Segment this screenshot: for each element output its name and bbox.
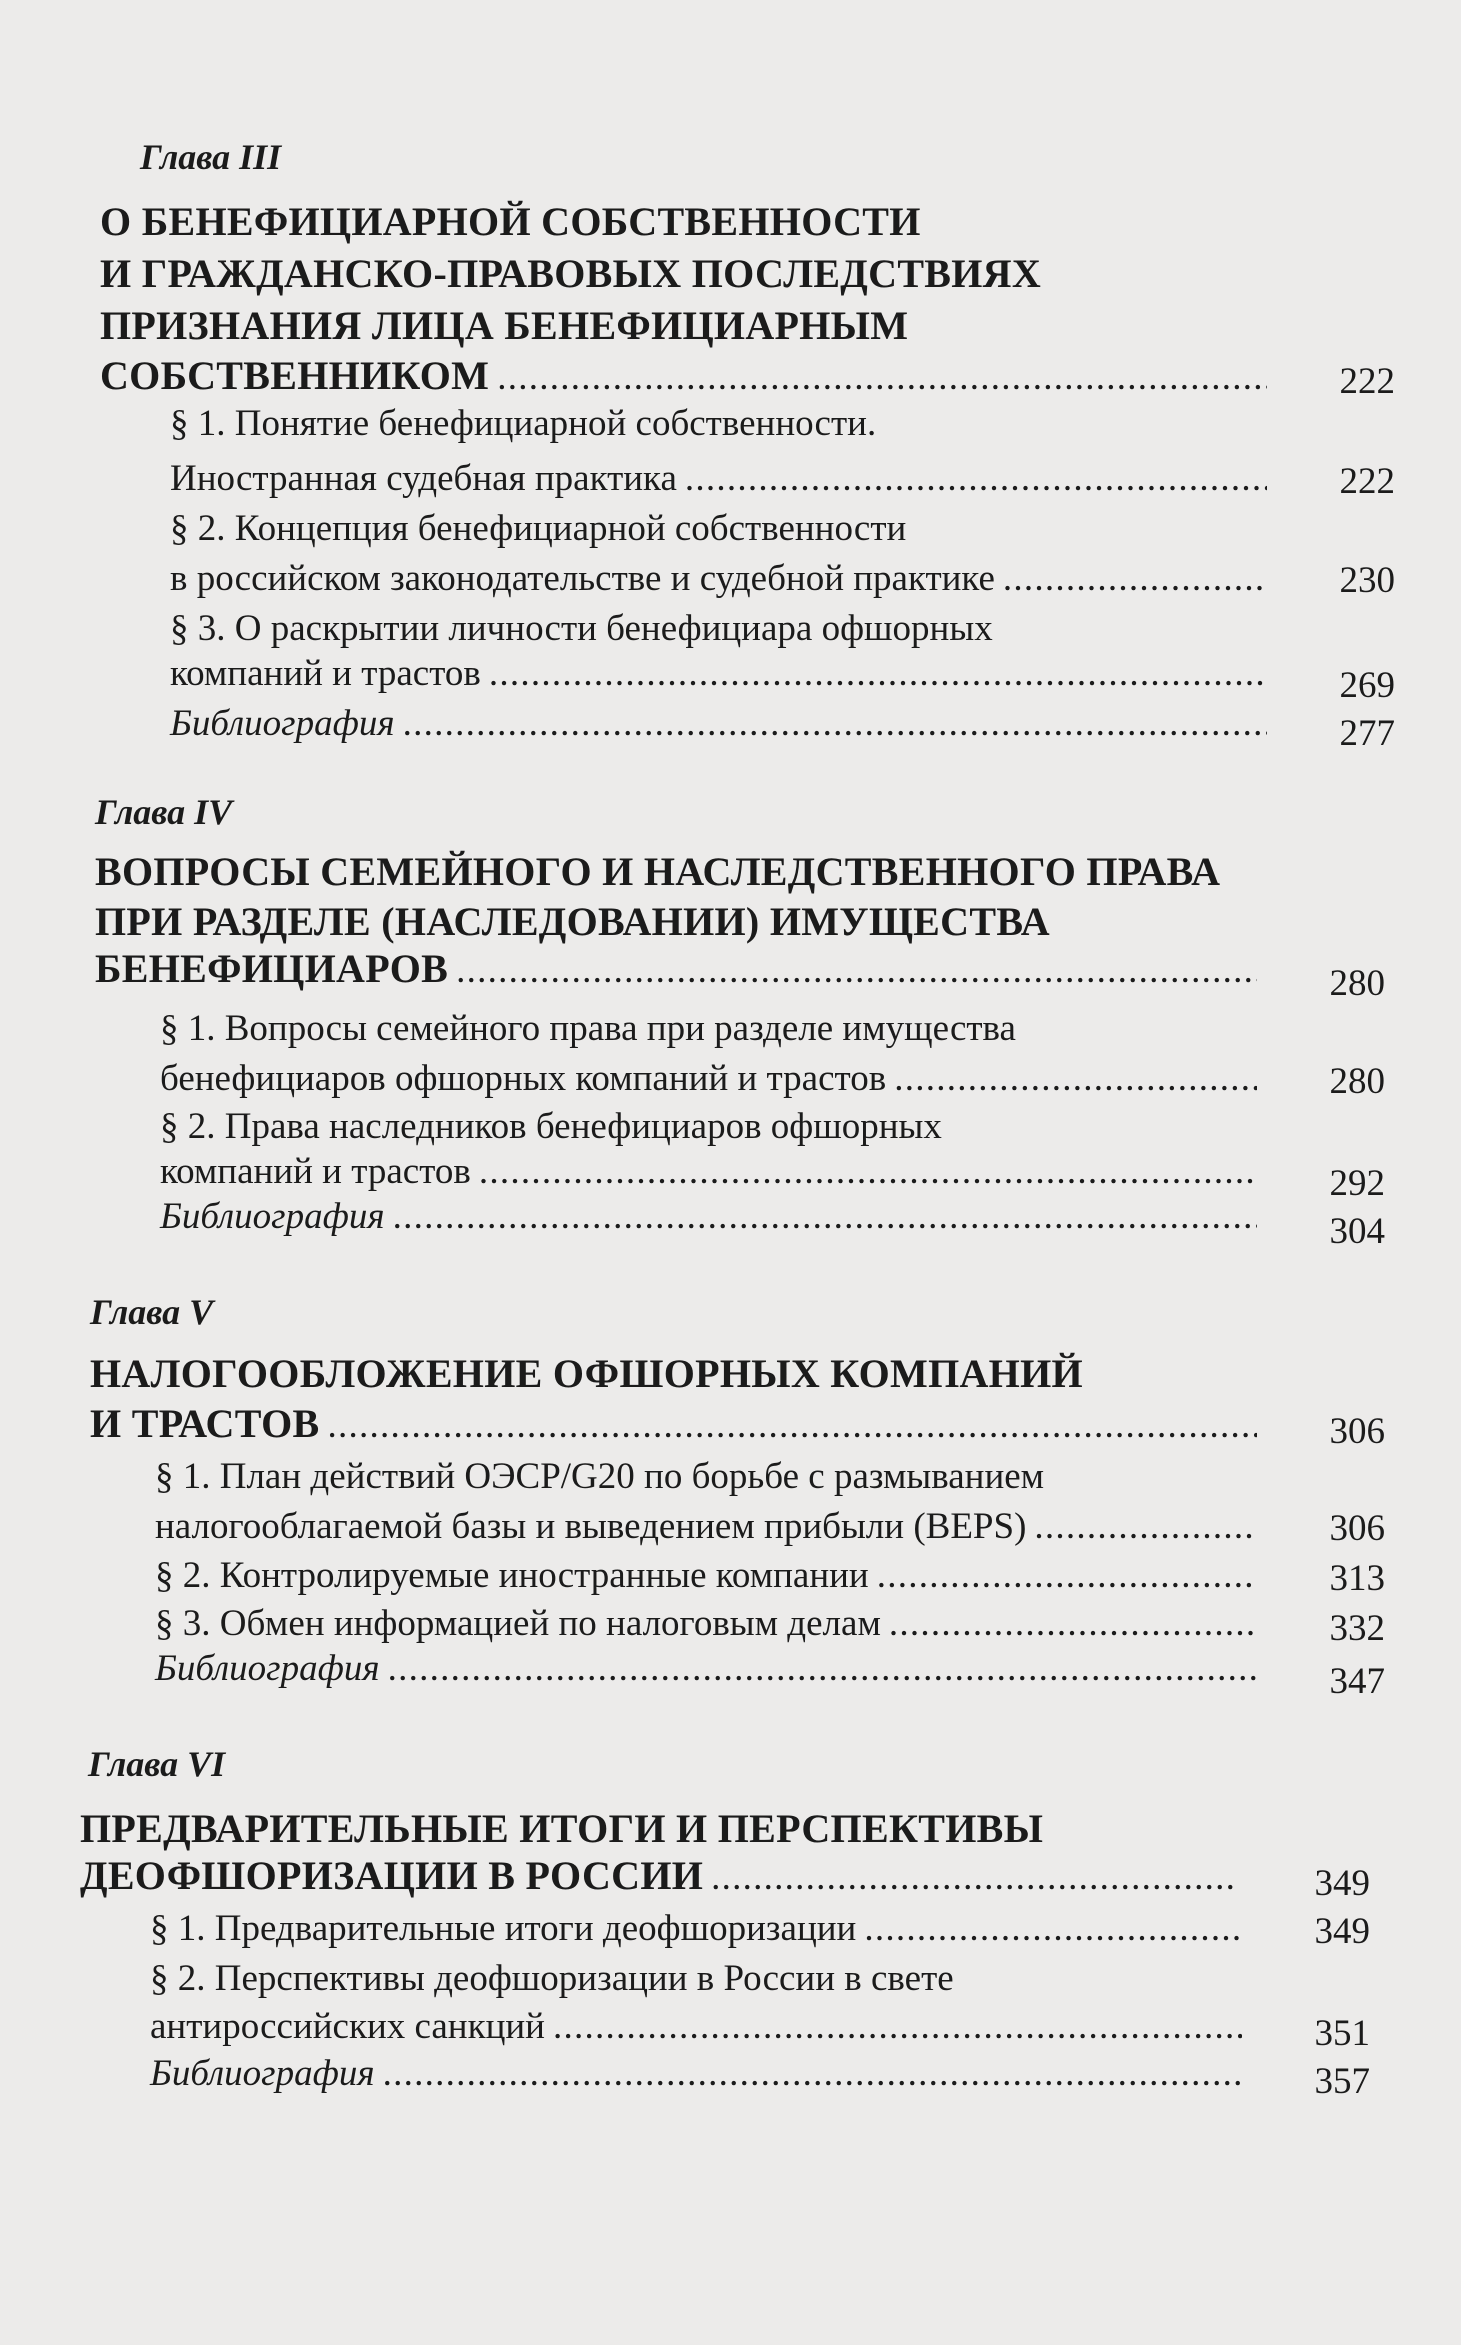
chapter-title-line: ВОПРОСЫ СЕМЕЙНОГО И НАСЛЕДСТВЕННОГО ПРАВА: [95, 849, 1221, 894]
page-number: 222: [1339, 461, 1395, 502]
toc-entry-text: налогооблагаемой базы и выведением прибыли (BEPS): [155, 1506, 1027, 1547]
dot-leader: [328, 1402, 1257, 1450]
chapter-title-line: ПРЕДВАРИТЕЛЬНЫЕ ИТОГИ И ПЕРСПЕКТИВЫ: [80, 1806, 1044, 1851]
toc-entry: [170, 650, 1275, 698]
toc-entry-text: § 2. Права наследников бенефициаров офшорных: [160, 1106, 942, 1147]
page-number: 332: [1329, 1608, 1385, 1649]
page-number: 292: [1329, 1163, 1385, 1204]
dot-leader: [479, 1148, 1257, 1196]
dot-leader: [889, 1600, 1257, 1648]
chapter-title-line: СОБСТВЕННИКОМ: [100, 353, 490, 398]
chapter-label: Глава IV: [95, 792, 233, 832]
toc-entry-bibliography: [150, 2050, 1250, 2098]
chapter-title-line: БЕНЕФИЦИАРОВ: [95, 946, 449, 991]
dot-leader: [864, 1905, 1242, 1953]
page-number: 349: [1314, 1863, 1370, 1904]
toc-entry-bibliography: [155, 1645, 1265, 1693]
toc-entry-text: в российском законодательстве и судебной практике: [170, 558, 995, 599]
toc-entry-text: § 1. Понятие бенефициарной собственности.: [170, 403, 877, 444]
chapter-title-last-line: [100, 352, 1275, 402]
toc-entry-text: § 1. Вопросы семейного права при разделе имущества: [160, 1008, 1016, 1049]
toc-entry-text: Иностранная судебная практика: [170, 458, 677, 499]
dot-leader: [1034, 1503, 1257, 1551]
chapter-label: Глава VI: [88, 1744, 226, 1784]
dot-leader: [1003, 555, 1267, 603]
dot-leader: [388, 1645, 1257, 1693]
page-number: 313: [1329, 1558, 1385, 1599]
dot-leader: [497, 354, 1267, 402]
page-number: 357: [1314, 2061, 1370, 2102]
dot-leader: [393, 1193, 1257, 1241]
chapter-title-last-line: [80, 1852, 1245, 1902]
page-number: 349: [1314, 1911, 1370, 1952]
toc-entry-text: бенефициаров офшорных компаний и трастов: [160, 1058, 887, 1099]
page-number: 351: [1314, 2013, 1370, 2054]
toc-entry-text: § 1. План действий ОЭСР/G20 по борьбе с размыванием: [155, 1456, 1045, 1497]
toc-entry-bibliography: [160, 1193, 1265, 1241]
page-number: 280: [1329, 1061, 1385, 1102]
bibliography-label: Библиография: [170, 703, 395, 744]
toc-entry: [155, 1503, 1265, 1551]
page-number: 304: [1329, 1211, 1385, 1252]
page-number: 306: [1329, 1508, 1385, 1549]
toc-entry-text: § 2. Контролируемые иностранные компании: [155, 1555, 869, 1596]
chapter-title-line: ПРИ РАЗДЕЛЕ (НАСЛЕДОВАНИИ) ИМУЩЕСТВА: [95, 899, 1050, 944]
page-number: 277: [1339, 713, 1395, 754]
toc-entry-text: компаний и трастов: [170, 653, 481, 694]
chapter-title-line: О БЕНЕФИЦИАРНОЙ СОБСТВЕННОСТИ: [100, 199, 921, 244]
chapter-title-last-line: [95, 945, 1265, 995]
toc-entry: [150, 1905, 1250, 1953]
dot-leader: [456, 947, 1257, 995]
toc-entry-text: § 3. О раскрытии личности бенефициара офшорных: [170, 608, 993, 649]
chapter-title-last-line: [90, 1400, 1265, 1450]
toc-entry: [160, 1055, 1265, 1103]
dot-leader: [877, 1552, 1257, 1600]
toc-entry-text: § 1. Предварительные итоги деофшоризации: [150, 1908, 857, 1949]
page-number: 347: [1329, 1661, 1385, 1702]
bibliography-label: Библиография: [155, 1648, 380, 1689]
toc-entry-text: § 2. Перспективы деофшоризации в России в свете: [150, 1958, 954, 1999]
chapter-title-line: ДЕОФШОРИЗАЦИИ В РОССИИ: [80, 1853, 704, 1898]
page-number: 280: [1329, 963, 1385, 1004]
dot-leader: [403, 700, 1267, 748]
bibliography-label: Библиография: [160, 1196, 385, 1237]
toc-entry: [170, 455, 1275, 503]
page-number: 306: [1329, 1411, 1385, 1452]
toc-entry: [150, 2003, 1250, 2051]
dot-leader: [553, 2003, 1242, 2051]
toc-entry-text: § 3. Обмен информацией по налоговым делам: [155, 1603, 881, 1644]
toc-entry-bibliography: [170, 700, 1275, 748]
toc-entry: [155, 1552, 1265, 1600]
toc-entry: [160, 1148, 1265, 1196]
page-number: 222: [1339, 361, 1395, 402]
chapter-title-line: НАЛОГООБЛОЖЕНИЕ ОФШОРНЫХ КОМПАНИЙ: [90, 1351, 1083, 1396]
chapter-title-line: ПРИЗНАНИЯ ЛИЦА БЕНЕФИЦИАРНЫМ: [100, 303, 909, 348]
toc-entry-text: § 2. Концепция бенефициарной собственности: [170, 508, 907, 549]
chapter-label: Глава III: [140, 137, 282, 177]
dot-leader: [894, 1055, 1257, 1103]
bibliography-label: Библиография: [150, 2053, 375, 2094]
dot-leader: [711, 1854, 1237, 1902]
page-number: 230: [1339, 560, 1395, 601]
dot-leader: [383, 2050, 1242, 2098]
toc-entry-text: компаний и трастов: [160, 1151, 471, 1192]
chapter-label: Глава V: [90, 1292, 214, 1332]
dot-leader: [685, 455, 1267, 503]
dot-leader: [489, 650, 1267, 698]
chapter-title-line: И ТРАСТОВ: [90, 1401, 320, 1446]
toc-entry-text: антироссийских санкций: [150, 2006, 545, 2047]
toc-entry: [155, 1600, 1265, 1648]
toc-entry: [170, 555, 1275, 603]
page-number: 269: [1339, 665, 1395, 706]
chapter-title-line: И ГРАЖДАНСКО-ПРАВОВЫХ ПОСЛЕДСТВИЯХ: [100, 251, 1042, 296]
